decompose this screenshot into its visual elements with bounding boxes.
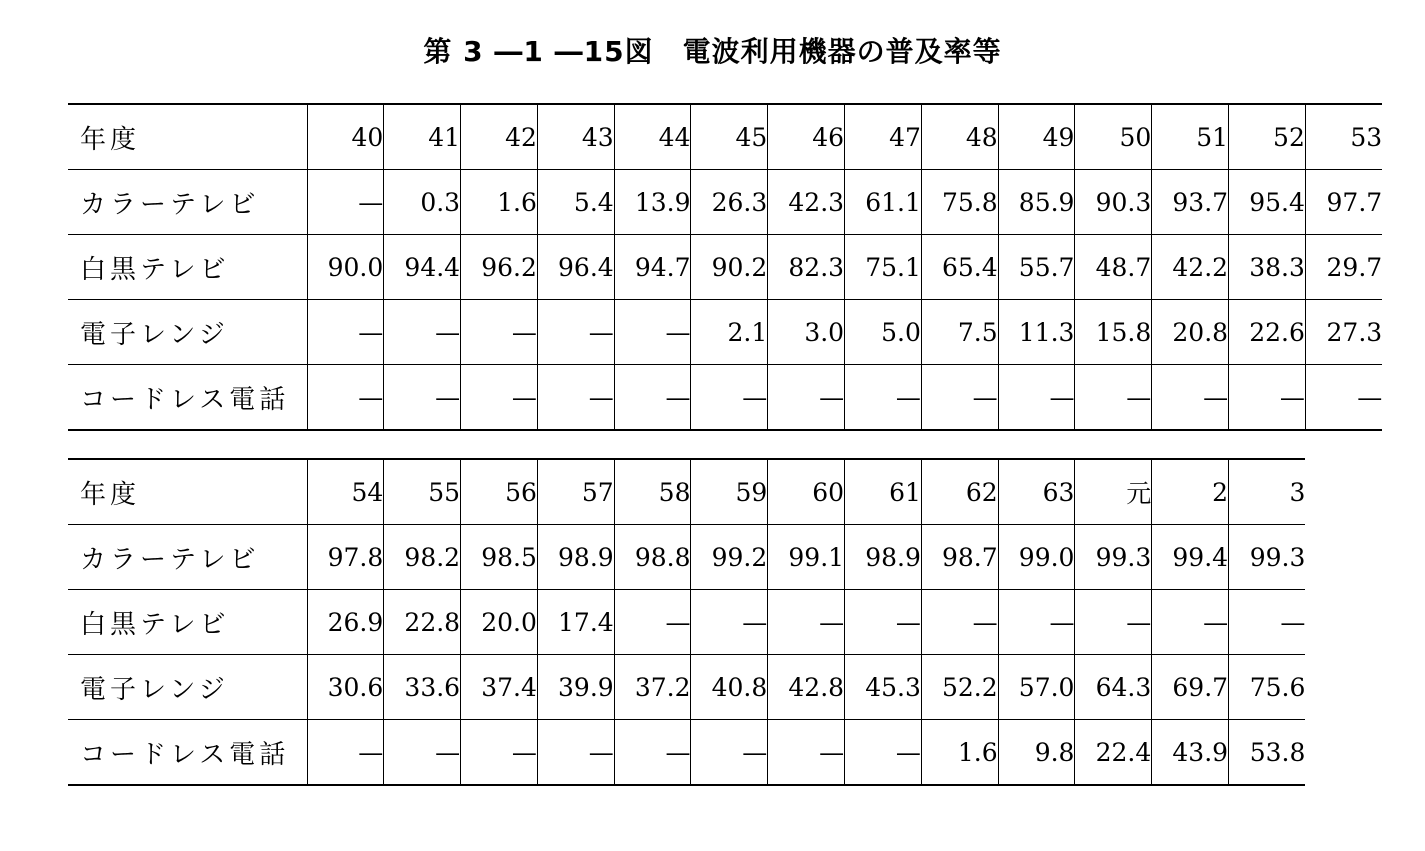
year-header-cell: 60 <box>768 459 845 525</box>
value-cell: — <box>614 300 691 365</box>
value-cell: 96.2 <box>461 235 538 300</box>
value-cell: 42.2 <box>1152 235 1229 300</box>
value-cell: 65.4 <box>921 235 998 300</box>
year-header-cell: 元 <box>1075 459 1152 525</box>
value-cell: 99.1 <box>768 525 845 590</box>
value-cell: — <box>537 720 614 786</box>
row-label: カラーテレビ <box>68 525 307 590</box>
value-cell: 37.4 <box>461 655 538 720</box>
value-cell: — <box>537 365 614 431</box>
year-header-row <box>68 459 1305 525</box>
value-cell: 97.8 <box>307 525 384 590</box>
value-cell: 75.1 <box>845 235 922 300</box>
value-cell: — <box>384 300 461 365</box>
value-cell: 39.9 <box>537 655 614 720</box>
value-cell: — <box>768 590 845 655</box>
table-row <box>68 655 1305 720</box>
penetration-table-1 <box>68 103 1382 431</box>
row-label: コードレス電話 <box>68 365 307 431</box>
value-cell: — <box>998 590 1075 655</box>
year-header-cell: 63 <box>998 459 1075 525</box>
value-cell: 20.0 <box>461 590 538 655</box>
value-cell: 0.3 <box>384 170 461 235</box>
table-row <box>68 365 1382 431</box>
value-cell: — <box>461 365 538 431</box>
value-cell: — <box>614 365 691 431</box>
value-cell: 22.6 <box>1229 300 1306 365</box>
value-cell: — <box>307 720 384 786</box>
value-cell: 75.8 <box>921 170 998 235</box>
value-cell: 90.0 <box>307 235 384 300</box>
value-cell: 90.2 <box>691 235 768 300</box>
year-header-label-part: 度 <box>110 124 141 155</box>
value-cell: — <box>845 590 922 655</box>
value-cell: 11.3 <box>998 300 1075 365</box>
value-cell: — <box>307 170 384 235</box>
value-cell: — <box>461 300 538 365</box>
year-header-label-part: 年 <box>80 479 111 510</box>
value-cell: 98.2 <box>384 525 461 590</box>
year-header-label-part: 年 <box>80 124 111 155</box>
value-cell: 17.4 <box>537 590 614 655</box>
value-cell: 99.3 <box>1075 525 1152 590</box>
year-header-cell: 44 <box>614 104 691 170</box>
year-header-cell: 47 <box>845 104 922 170</box>
value-cell: 45.3 <box>845 655 922 720</box>
value-cell: 90.3 <box>1075 170 1152 235</box>
table-row <box>68 235 1382 300</box>
value-cell: — <box>845 720 922 786</box>
year-header-cell: 52 <box>1229 104 1306 170</box>
year-header-cell: 58 <box>614 459 691 525</box>
year-header-cell: 50 <box>1075 104 1152 170</box>
value-cell: 42.3 <box>768 170 845 235</box>
value-cell: 3.0 <box>768 300 845 365</box>
year-header-cell: 54 <box>307 459 384 525</box>
value-cell: 26.3 <box>691 170 768 235</box>
value-cell: — <box>768 720 845 786</box>
table-row <box>68 170 1382 235</box>
value-cell: 1.6 <box>921 720 998 786</box>
value-cell: 98.9 <box>845 525 922 590</box>
value-cell: 53.8 <box>1229 720 1306 786</box>
value-cell: 13.9 <box>614 170 691 235</box>
value-cell: — <box>691 365 768 431</box>
value-cell: 52.2 <box>921 655 998 720</box>
year-header-label <box>68 104 307 170</box>
value-cell: 93.7 <box>1152 170 1229 235</box>
year-header-label <box>68 459 307 525</box>
year-header-cell: 56 <box>461 459 538 525</box>
value-cell: 95.4 <box>1229 170 1306 235</box>
year-header-cell: 53 <box>1305 104 1382 170</box>
value-cell: 27.3 <box>1305 300 1382 365</box>
value-cell: — <box>614 720 691 786</box>
value-cell: — <box>998 365 1075 431</box>
value-cell: 97.7 <box>1305 170 1382 235</box>
year-header-cell: 61 <box>845 459 922 525</box>
value-cell: 22.8 <box>384 590 461 655</box>
value-cell: 48.7 <box>1075 235 1152 300</box>
value-cell: 64.3 <box>1075 655 1152 720</box>
table-row <box>68 720 1305 786</box>
value-cell: 75.6 <box>1229 655 1306 720</box>
value-cell: — <box>768 365 845 431</box>
table-row <box>68 590 1305 655</box>
value-cell: — <box>1152 590 1229 655</box>
year-header-cell: 45 <box>691 104 768 170</box>
value-cell: — <box>1075 590 1152 655</box>
row-label: カラーテレビ <box>68 170 307 235</box>
row-label: 白黒テレビ <box>68 590 307 655</box>
year-header-cell: 57 <box>537 459 614 525</box>
value-cell: — <box>1229 590 1306 655</box>
value-cell: 99.4 <box>1152 525 1229 590</box>
value-cell: — <box>921 590 998 655</box>
value-cell: 98.7 <box>921 525 998 590</box>
value-cell: 99.3 <box>1229 525 1306 590</box>
value-cell: 40.8 <box>691 655 768 720</box>
row-label: 電子レンジ <box>68 300 307 365</box>
value-cell: 61.1 <box>845 170 922 235</box>
value-cell: — <box>1152 365 1229 431</box>
value-cell: — <box>921 365 998 431</box>
value-cell: 9.8 <box>998 720 1075 786</box>
value-cell: 69.7 <box>1152 655 1229 720</box>
value-cell: 7.5 <box>921 300 998 365</box>
value-cell: 5.0 <box>845 300 922 365</box>
value-cell: 98.9 <box>537 525 614 590</box>
value-cell: — <box>307 300 384 365</box>
row-label: 電子レンジ <box>68 655 307 720</box>
value-cell: 82.3 <box>768 235 845 300</box>
value-cell: 55.7 <box>998 235 1075 300</box>
value-cell: 2.1 <box>691 300 768 365</box>
value-cell: 33.6 <box>384 655 461 720</box>
value-cell: 94.7 <box>614 235 691 300</box>
table-row <box>68 525 1305 590</box>
table-row <box>68 300 1382 365</box>
value-cell: — <box>537 300 614 365</box>
value-cell: — <box>384 720 461 786</box>
value-cell: 30.6 <box>307 655 384 720</box>
year-header-cell: 40 <box>307 104 384 170</box>
year-header-cell: 41 <box>384 104 461 170</box>
value-cell: — <box>307 365 384 431</box>
value-cell: — <box>845 365 922 431</box>
value-cell: — <box>1075 365 1152 431</box>
year-header-cell: 3 <box>1229 459 1306 525</box>
row-label: コードレス電話 <box>68 720 307 786</box>
value-cell: 5.4 <box>537 170 614 235</box>
year-header-cell: 48 <box>921 104 998 170</box>
value-cell: 98.5 <box>461 525 538 590</box>
value-cell: 99.0 <box>998 525 1075 590</box>
year-header-row <box>68 104 1382 170</box>
value-cell: 22.4 <box>1075 720 1152 786</box>
year-header-cell: 2 <box>1152 459 1229 525</box>
page-title: 第 3 ―1 ―15図 電波利用機器の普及率等 <box>423 35 1002 68</box>
value-cell: 15.8 <box>1075 300 1152 365</box>
value-cell: — <box>1229 365 1306 431</box>
value-cell: 98.8 <box>614 525 691 590</box>
year-header-cell: 51 <box>1152 104 1229 170</box>
value-cell: 37.2 <box>614 655 691 720</box>
value-cell: — <box>461 720 538 786</box>
row-label: 白黒テレビ <box>68 235 307 300</box>
year-header-label-part: 度 <box>110 479 141 510</box>
value-cell: — <box>614 590 691 655</box>
value-cell: 99.2 <box>691 525 768 590</box>
year-header-cell: 49 <box>998 104 1075 170</box>
value-cell: 1.6 <box>461 170 538 235</box>
year-header-cell: 62 <box>921 459 998 525</box>
penetration-table-2 <box>68 458 1305 786</box>
year-header-cell: 42 <box>461 104 538 170</box>
value-cell: 85.9 <box>998 170 1075 235</box>
value-cell: 29.7 <box>1305 235 1382 300</box>
value-cell: 26.9 <box>307 590 384 655</box>
value-cell: 43.9 <box>1152 720 1229 786</box>
year-header-cell: 55 <box>384 459 461 525</box>
value-cell: 94.4 <box>384 235 461 300</box>
value-cell: 96.4 <box>537 235 614 300</box>
value-cell: — <box>384 365 461 431</box>
year-header-cell: 43 <box>537 104 614 170</box>
value-cell: 42.8 <box>768 655 845 720</box>
value-cell: — <box>691 590 768 655</box>
value-cell: 20.8 <box>1152 300 1229 365</box>
value-cell: 38.3 <box>1229 235 1306 300</box>
year-header-cell: 46 <box>768 104 845 170</box>
value-cell: 57.0 <box>998 655 1075 720</box>
value-cell: — <box>1305 365 1382 431</box>
value-cell: — <box>691 720 768 786</box>
year-header-cell: 59 <box>691 459 768 525</box>
